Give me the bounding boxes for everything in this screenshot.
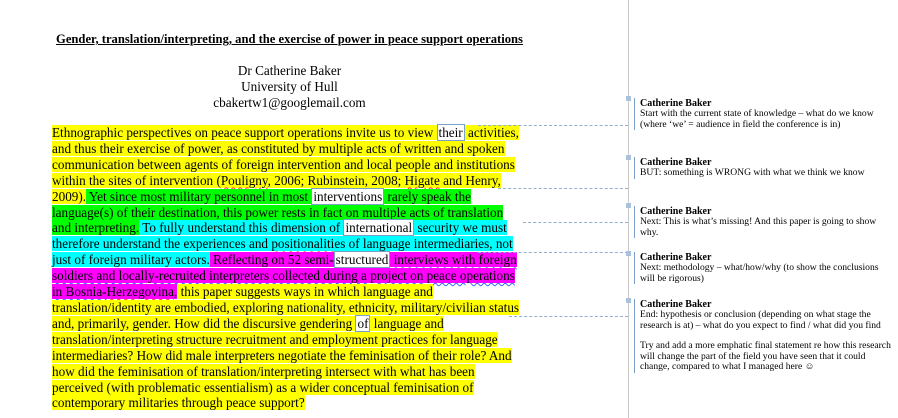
comment-balloon-2[interactable] (640, 157, 892, 179)
abstract-paragraph[interactable] (52, 125, 522, 411)
highlight-problem-cont: rarely speak the language(s) of their destination, this power rests in fact on multiple acts of translation and interpreting. (52, 188, 504, 236)
spellcheck-word[interactable]: Herzegovina (106, 284, 174, 300)
comment-text: Next: methodology – what/how/why (to show the conclusions will be rigorous) (640, 262, 879, 284)
comment-connector-5 (509, 316, 628, 317)
highlight-problem: Yet since most military personnel in most (86, 188, 312, 204)
comment-marker-1 (626, 96, 631, 101)
comment-anchor-1[interactable]: their (438, 125, 463, 140)
comment-text: End: hypothesis or conclusion (depending on what stage the research is at) – what do you expect to find / what did you find (640, 309, 881, 331)
comment-author: Catherine Baker (640, 98, 712, 109)
comment-anchor-5[interactable]: of (357, 315, 369, 331)
spellcheck-word[interactable]: Pouligny (220, 172, 268, 188)
highlight-conclusion-cont: language and translation/interpreting structure recruitment and employment practices for language intermediaries? How did male interpreters negotiate the feminisation of their role? And how did the feminisation of translation/interpreting intersect with what has been perceived (with problematic essentialism) as a wider conceptual feminisation of contemporary militaries through peace support? (52, 315, 512, 411)
comment-anchor-4[interactable]: structured (335, 252, 389, 268)
comment-balloon-1[interactable] (640, 98, 892, 130)
highlight-gap-cont: security we must therefore understand the experiences and (52, 220, 507, 252)
document-title: Gender, translation/interpreting, and the exercise of power in peace support operations (56, 32, 523, 46)
comment-balloon-4[interactable] (640, 252, 892, 284)
comment-balloon-3[interactable] (640, 206, 892, 238)
highlight-gap: To fully understand this dimension of (139, 220, 344, 236)
comment-text: Next: This is what’s missing! And this paper is going to show why. (640, 216, 877, 238)
comment-author: Catherine Baker (640, 252, 712, 263)
comment-marker-4 (626, 251, 631, 256)
comment-text: BUT: something is WRONG with what we think we know (640, 167, 865, 178)
highlight-knowledge-end: and Henry, 2009). (52, 172, 501, 204)
author-affiliation: University of Hull (241, 79, 338, 94)
spellcheck-word[interactable]: positionalities (271, 236, 346, 252)
comment-connector-2 (498, 188, 628, 189)
highlight-methodology-end: , (173, 284, 178, 300)
comment-anchor-2[interactable]: interventions (313, 188, 383, 204)
comment-author: Catherine Baker (640, 157, 712, 168)
comment-balloon-5[interactable] (640, 299, 892, 373)
comment-pane-divider (628, 0, 629, 418)
author-name: Dr Catherine Baker (237, 63, 342, 78)
comment-author: Catherine Baker (640, 299, 712, 310)
comment-anchor-3[interactable]: international (345, 220, 413, 236)
highlight-methodology-cont: interviews with foreign soldiers and locally-recruited interpreters collected during a project on peace operations in Bosnia- (52, 252, 517, 300)
author-email: cbakertw1@googlemail.com (213, 95, 366, 110)
comment-text: Start with the current state of knowledge – what do we know (where ‘we’ = audience in field the conference is in) (640, 108, 874, 130)
comment-connector-3 (523, 222, 628, 223)
spellcheck-word[interactable]: Higate (404, 172, 440, 188)
highlight-conclusion: this paper suggests ways in which language and translation/identity are embodied, exploring nationality, ethnicity, military/civilian status and, primarily, gender. How did the discursive gendering (52, 284, 520, 331)
highlight-knowledge: Ethnographic perspectives on peace support operations invite us to view (52, 125, 437, 140)
comment-connector-1 (478, 125, 628, 126)
comment-marker-5 (626, 298, 631, 303)
highlight-knowledge-cont: activities, and thus their exercise of power, as constituted by multiple acts of written and spoken communication between agents of foreign intervention and local people and institutions within the sites of intervention ( (52, 125, 519, 188)
highlight-gap-end: of language intermediaries, not just of foreign military actors. (52, 236, 513, 268)
comment-marker-2 (626, 155, 631, 160)
comment-reply-text: Try and add a more emphatic final statement re how this research will change the part of the field you have seen that it could change, compared to what I managed here ☺ (640, 340, 891, 373)
highlight-methodology: Reflecting on 52 semi- (209, 252, 334, 268)
comment-connector-4 (478, 252, 628, 253)
comment-marker-3 (626, 203, 631, 208)
comment-author: Catherine Baker (640, 206, 712, 217)
highlight-knowledge-cont2: , 2006; Rubinstein, 2008; (267, 172, 405, 188)
